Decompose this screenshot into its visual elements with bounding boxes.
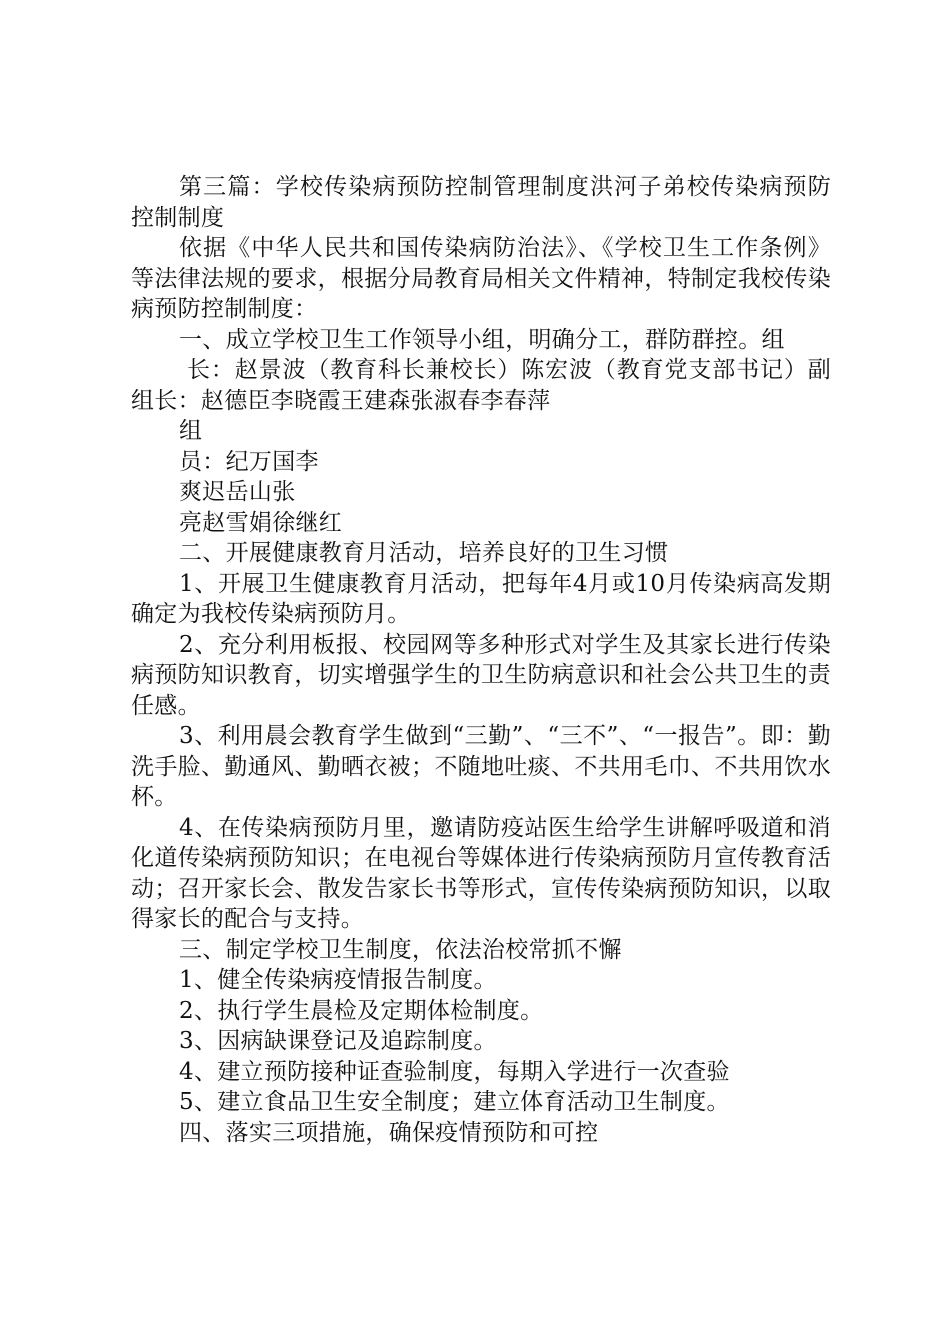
paragraph-members-2: 爽迟岳山张 [179, 479, 296, 505]
list-item: 3、利用晨会教育学生做到“三勤”、“三不”、“一报告”。即：勤洗手脸、勤通风、勤晒衣被；不随地吐痰、不共用毛巾、不共用饮水杯。 [131, 723, 831, 810]
section-heading-4: 四、落实三项措施，确保疫情预防和可控 [179, 1119, 599, 1146]
list-item: 1、开展卫生健康教育月活动，把每年4月或10月传染病高发期确定为我校传染病预防月。 [131, 570, 831, 627]
list-item: 3、因病缺课登记及追踪制度。 [179, 1028, 497, 1054]
paragraph-members-1: 员：纪万国李 [179, 448, 319, 475]
section-heading-3: 三、制定学校卫生制度，依法治校常抓不懈 [179, 936, 622, 963]
paragraph-intro: 依据《中华人民共和国传染病防治法》、《学校卫生工作条例》等法律法规的要求，根据分局教育局相关文件精神，特制定我校传染病预防控制制度： [131, 235, 831, 322]
list-item: 4、建立预防接种证查验制度，每期入学进行一次查验 [179, 1058, 730, 1085]
list-item: 1、健全传染病疫情报告制度。 [179, 967, 497, 993]
paragraph-members-label: 组 [179, 418, 203, 444]
section-heading-1: 一、成立学校卫生工作领导小组，明确分工，群防群控。组 [179, 326, 785, 353]
list-item: 4、在传染病预防月里，邀请防疫站医生给学生讲解呼吸道和消化道传染病预防知识；在电视台等媒体进行传染病预防月宣传教育活动；召开家长会、散发告家长书等形式，宣传传染病预防知识，以取得家长的配合与支持。 [131, 814, 831, 932]
section-heading-2: 二、开展健康教育月活动，培养良好的卫生习惯 [179, 540, 669, 566]
paragraph-leaders: 长：赵景波（教育科长兼校长）陈宏波（教育党支部书记）副组长：赵德臣李晓霞王建森张淑春李春萍 [131, 357, 831, 414]
document-title: 第三篇：学校传染病预防控制管理制度洪河子弟校传染病预防控制制度 [131, 174, 831, 231]
list-item: 5、建立食品卫生安全制度；建立体育活动卫生制度。 [179, 1089, 730, 1115]
list-item: 2、执行学生晨检及定期体检制度。 [179, 997, 544, 1024]
list-item: 2、充分利用板报、校园网等多种形式对学生及其家长进行传染病预防知识教育，切实增强学生的卫生防病意识和社会公共卫生的责任感。 [131, 631, 831, 719]
paragraph-members-3: 亮赵雪娟徐继红 [179, 509, 343, 536]
document-body [131, 172, 831, 1148]
